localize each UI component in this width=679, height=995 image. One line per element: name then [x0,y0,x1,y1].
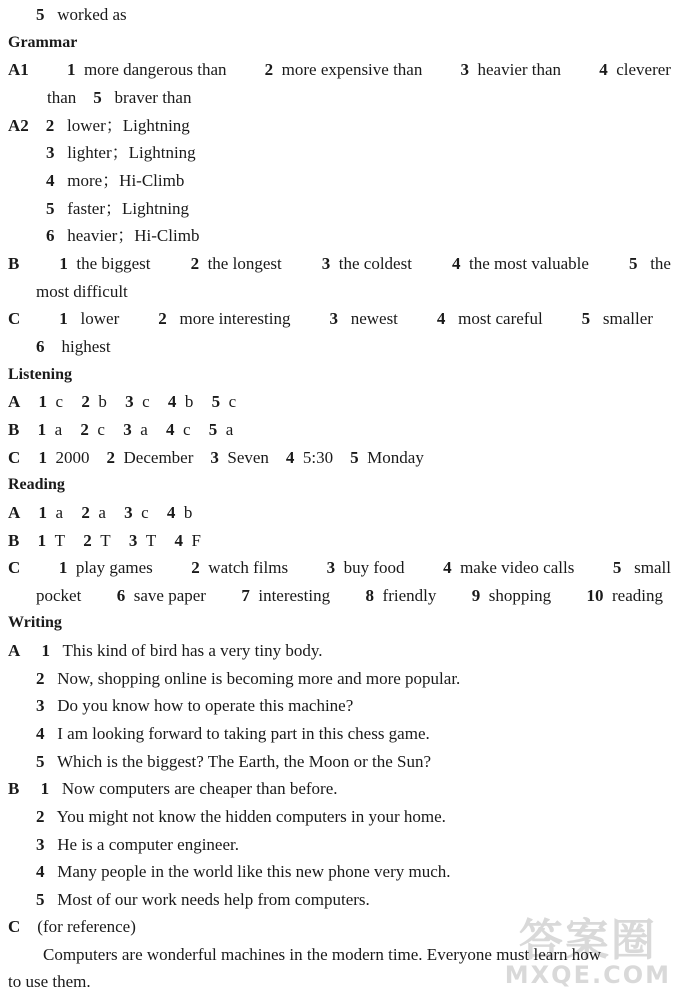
item-number: 5 [36,752,45,771]
paragraph-text: Computers are wonderful machines in the modern time. Everyone must learn how [43,945,602,964]
item-number: 2 [83,531,92,550]
answer-text: c [228,392,237,411]
answer-text: friendly [382,586,437,605]
answer-text: Which is the biggest? The Earth, the Moon or the Sun? [56,752,432,771]
item-number: 5 [46,199,55,218]
item-number: 1 [37,420,47,439]
item-number: 3 [36,696,45,715]
answer-text: watch films [208,558,289,577]
answer-line [36,1,127,28]
item-number: 2 [36,807,45,826]
answer-text: save paper [133,586,206,605]
answer-text: c [182,420,191,439]
answer-line [36,831,239,858]
item-number: 4 [46,171,55,190]
item-number: 1 [38,503,48,522]
part-label: A [8,503,21,522]
answer-text: Now computers are cheaper than before. [61,779,338,798]
answer-text: than [47,88,77,107]
item-number: 1 [37,531,47,550]
paragraph-text: to use them. [8,972,91,991]
item-number: 3 [128,531,138,550]
answer-text: interesting [258,586,331,605]
answer-line [46,139,196,166]
answer-text: F [191,531,201,550]
item-number: 2 [106,448,116,467]
answer-text: 2000 [55,448,90,467]
answer-text: c [142,392,150,411]
answer-line [8,554,671,581]
answer-line [36,858,451,885]
answer-line [46,167,184,194]
item-number: 3 [329,309,338,328]
part-label: C [8,558,21,577]
answer-text: T [100,531,111,550]
answer-text: a [55,503,64,522]
answer-text: lower [80,309,120,328]
item-number: 5 [581,309,591,328]
reference-note: (for reference) [37,917,136,936]
item-number: 7 [241,586,250,605]
answer-text: the most valuable [468,254,589,273]
section-heading-writing: Writing [8,614,62,631]
item-number: 1 [66,60,76,79]
answer-text: heavier than [477,60,562,79]
answer-line [36,886,370,913]
answer-line [36,582,663,609]
answer-text: c [55,392,64,411]
item-number: 4 [174,531,184,550]
answer-text: faster；Lightning [67,199,190,218]
item-number: 4 [451,254,461,273]
item-number: 4 [36,862,45,881]
item-number: 1 [59,309,68,328]
item-number: 2 [264,60,274,79]
item-number: 4 [165,420,175,439]
item-number: 2 [36,669,45,688]
answer-text: small [634,558,671,577]
answer-line [8,527,201,554]
part-label: C [8,309,21,328]
answer-text: a [140,420,148,439]
answer-text: more interesting [179,309,291,328]
answer-text: smaller [602,309,653,328]
answer-line [8,444,424,471]
item-number: 6 [36,337,45,356]
answer-text: most careful [458,309,543,328]
answer-text: the coldest [338,254,412,273]
item-number: 1 [59,254,68,273]
item-number: 3 [46,143,55,162]
answer-line [8,775,338,802]
answer-line [46,222,199,249]
item-number: 10 [586,586,604,605]
answer-text: Do you know how to operate this machine? [57,696,354,715]
answer-text: play games [75,558,153,577]
answer-text: b [98,392,107,411]
answer-text: Monday [367,448,424,467]
part-label: B [8,254,20,273]
item-number: 6 [116,586,126,605]
item-number: 4 [36,724,45,743]
answer-line [8,56,671,83]
item-number: 3 [326,558,336,577]
item-number: 2 [45,116,55,135]
item-number: 5 [93,88,102,107]
item-number: 1 [58,558,68,577]
answer-text: highest [61,337,111,356]
answer-text: Now, shopping online is becoming more and more popular. [57,669,461,688]
item-number: 4 [285,448,295,467]
item-number: 1 [40,779,50,798]
item-number: 5 [36,5,45,24]
answer-text: 5:30 [302,448,334,467]
answer-line [36,720,430,747]
part-label: A [8,641,21,660]
part-label: A [8,392,21,411]
answer-text: pocket [36,586,82,605]
answer-line [8,913,136,940]
part-label: B [8,531,20,550]
watermark-title: 答案圈 [518,915,657,966]
item-number: 4 [167,392,177,411]
part-label: A1 [8,60,29,79]
item-number: 5 [208,420,218,439]
item-number: 4 [443,558,452,577]
item-number: 2 [158,309,167,328]
answer-text: cleverer [616,60,671,79]
item-number: 4 [436,309,446,328]
item-number: 5 [612,558,622,577]
answer-line [8,388,236,415]
item-number: 3 [124,503,133,522]
answer-text: braver than [114,88,192,107]
answer-line [36,333,111,360]
answer-text: newest [350,309,398,328]
part-label: B [8,779,20,798]
answer-line [8,112,190,139]
item-number: 2 [81,392,90,411]
answer-text: T [145,531,157,550]
watermark-url: MXQE.COM [504,961,671,989]
item-number: 5 [350,448,359,467]
answer-line [8,499,192,526]
item-number: 3 [321,254,331,273]
item-number: 3 [460,60,470,79]
item-number: 6 [46,226,55,245]
answer-text: the biggest [76,254,151,273]
answer-line [47,84,191,111]
answer-text: b [184,392,194,411]
answer-text: c [141,503,149,522]
item-number: 2 [191,558,200,577]
item-number: 3 [210,448,219,467]
answer-text: Many people in the world like this new phone very much. [57,862,451,881]
answer-text: December [123,448,194,467]
answer-text: the longest [207,254,282,273]
answer-text: most difficult [36,282,128,301]
answer-line [46,195,189,222]
paragraph-line [8,968,91,995]
section-heading-reading: Reading [8,476,65,493]
answer-text: heavier；Hi-Climb [67,226,200,245]
item-number: 2 [80,420,89,439]
item-number: 1 [38,448,48,467]
item-number: 4 [599,60,608,79]
answer-text: T [54,531,65,550]
item-number: 2 [190,254,200,273]
answer-text: b [183,503,193,522]
answer-text: He is a computer engineer. [57,835,239,854]
item-number: 3 [123,420,132,439]
answer-text: This kind of bird has a very tiny body. [62,641,323,660]
answer-line [36,803,446,830]
answer-text: more expensive than [281,60,423,79]
answer-text: shopping [488,586,552,605]
answer-text: lighter；Lightning [67,143,196,162]
item-number: 5 [628,254,638,273]
answer-line [36,748,431,775]
answer-text: Most of our work needs help from computers. [57,890,370,909]
item-number: 8 [365,586,375,605]
section-heading-listening: Listening [8,366,73,383]
item-number: 4 [166,503,176,522]
item-number: 5 [36,890,45,909]
item-number: 3 [125,392,134,411]
answer-line [36,278,128,305]
item-number: 1 [41,641,51,660]
answer-text: more dangerous than [83,60,227,79]
item-number: 3 [36,835,45,854]
part-label: B [8,420,20,439]
answer-line [8,637,322,664]
answer-text: c [97,420,105,439]
item-number: 9 [471,586,481,605]
answer-line [8,416,233,443]
part-label: A2 [8,116,29,135]
item-number: 1 [38,392,48,411]
part-label: C [8,448,21,467]
item-number: 5 [211,392,221,411]
answer-text: Seven [227,448,269,467]
answer-text: the [650,254,671,273]
answer-text: buy food [343,558,405,577]
answer-text: reading [612,586,663,605]
answer-text: You might not know the hidden computers in your home. [56,807,446,826]
answer-line [36,665,460,692]
part-label: C [8,917,21,936]
item-number: 2 [81,503,90,522]
answer-text: make video calls [460,558,575,577]
answer-text: lower；Lightning [67,116,190,135]
answer-text: more；Hi-Climb [67,171,185,190]
answer-line [8,305,653,332]
paragraph-line [43,941,671,968]
answer-text: a [225,420,234,439]
answer-text: worked as [57,5,127,24]
section-heading-grammar: Grammar [8,34,78,51]
answer-text: I am looking forward to taking part in this chess game. [57,724,430,743]
answer-line [8,250,671,277]
answer-text: a [54,420,63,439]
answer-line [36,692,353,719]
answer-text: a [98,503,106,522]
